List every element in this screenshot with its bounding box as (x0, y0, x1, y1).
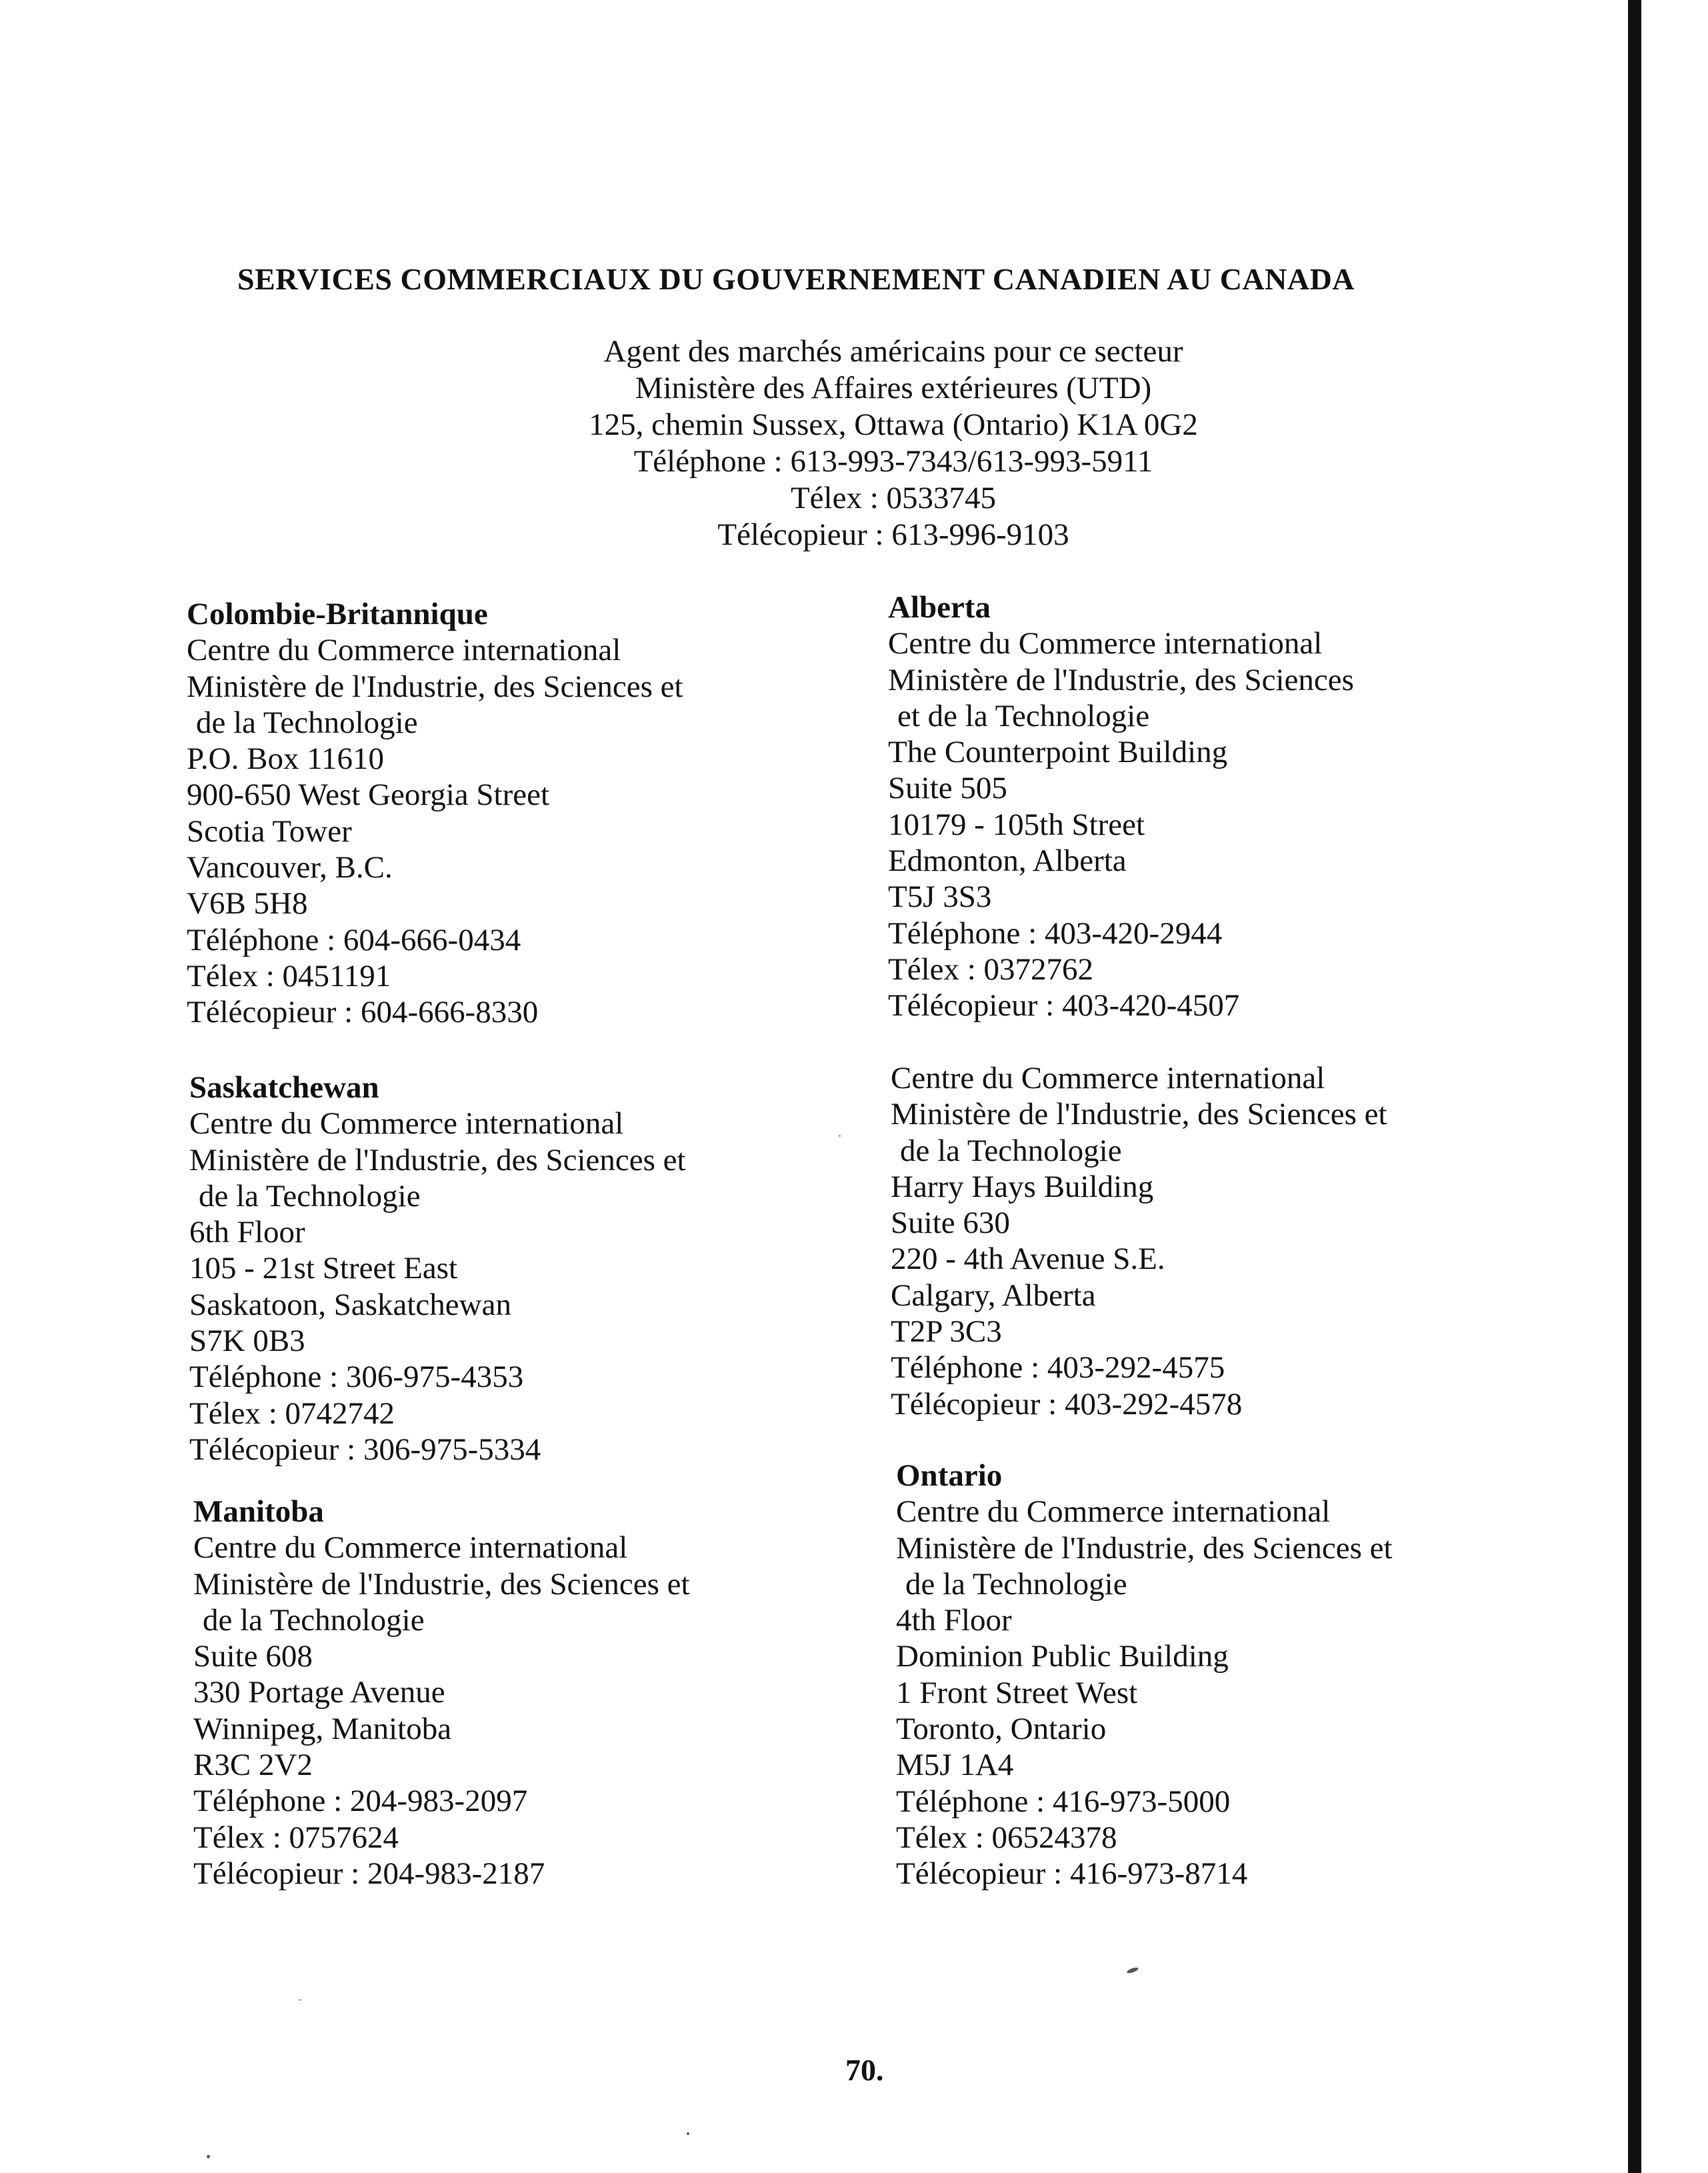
office-line: Centre du Commerce international (189, 1106, 624, 1142)
office-line: Télex : 06524378 (896, 1820, 1117, 1855)
office-line: 105 - 21st Street East (189, 1251, 458, 1286)
office-line: Ministère de l'Industrie, des Sciences et (193, 1566, 690, 1602)
office-line: Télécopieur : 403-292-4578 (891, 1386, 1243, 1422)
scan-speck (1127, 1966, 1139, 1974)
office-line: V6B 5H8 (187, 886, 308, 921)
office-line: Winnipeg, Manitoba (193, 1711, 452, 1746)
office-line: Scotia Tower (187, 813, 352, 849)
office-line: 1 Front Street West (896, 1675, 1138, 1710)
office-line: 330 Portage Avenue (193, 1675, 445, 1710)
office-line: Télécopieur : 604-666-8330 (187, 995, 539, 1030)
office-line: Calgary, Alberta (891, 1278, 1096, 1313)
office-line: Suite 608 (193, 1639, 313, 1674)
scan-speck (839, 1135, 841, 1137)
office-line: Télécopieur : 416-973-8714 (896, 1856, 1248, 1892)
office-line: Centre du Commerce international (896, 1494, 1331, 1530)
office-line: 6th Floor (189, 1215, 305, 1250)
office-line: Téléphone : 416-973-5000 (896, 1784, 1231, 1819)
office-line: 900-650 West Georgia Street (187, 777, 550, 813)
office-block-saskatchewan (189, 1069, 686, 1468)
office-line: Centre du Commerce international (193, 1530, 628, 1566)
office-line: The Counterpoint Building (888, 735, 1228, 770)
scan-speck (207, 2155, 210, 2158)
scan-edge (1628, 0, 1641, 2173)
office-line: 220 - 4th Avenue S.E. (891, 1242, 1165, 1277)
office-heading: Ontario (896, 1458, 1003, 1493)
office-line: Téléphone : 204-983-2097 (193, 1784, 528, 1819)
page-title: SERVICES COMMERCIAUX DU GOUVERNEMENT CANADIEN AU CANADA (237, 262, 1355, 296)
office-line: Dominion Public Building (896, 1639, 1229, 1674)
scan-speck (299, 1999, 301, 2001)
office-block-alberta-calgary (891, 1060, 1387, 1422)
office-line: Centre du Commerce international (888, 626, 1323, 661)
office-line: Télécopieur : 306-975-5334 (189, 1432, 541, 1467)
office-line: T2P 3C3 (891, 1314, 1002, 1350)
office-heading: Saskatchewan (189, 1070, 379, 1105)
office-line: Toronto, Ontario (896, 1712, 1107, 1747)
office-line: Edmonton, Alberta (888, 843, 1127, 879)
office-line: Télécopieur : 403-420-4507 (888, 988, 1240, 1023)
office-line: Suite 630 (891, 1206, 1010, 1241)
office-block-alberta-edmonton (888, 589, 1354, 1024)
scan-speck (687, 2132, 689, 2135)
office-line: Ministère de l'Industrie, des Sciences et (891, 1097, 1387, 1132)
office-block-manitoba (193, 1494, 690, 1892)
office-line: 10179 - 105th Street (888, 807, 1145, 842)
office-line: Ministère de l'Industrie, des Sciences et (187, 669, 683, 704)
office-heading: Manitoba (193, 1494, 324, 1529)
office-line: Téléphone : 403-292-4575 (891, 1350, 1225, 1386)
intro-line: Ministère des Affaires extérieures (UTD) (635, 371, 1152, 405)
office-line: Téléphone : 306-975-4353 (189, 1360, 524, 1395)
office-line: Ministère de l'Industrie, des Sciences (888, 662, 1354, 697)
intro-contact (520, 333, 1267, 553)
office-line: R3C 2V2 (193, 1748, 313, 1783)
office-line: Ministère de l'Industrie, des Sciences et (189, 1142, 686, 1178)
office-heading: Colombie-Britannique (187, 597, 488, 631)
office-line: Téléphone : 403-420-2944 (888, 915, 1223, 951)
office-line: Télex : 0451191 (187, 958, 391, 993)
office-line: Centre du Commerce international (891, 1061, 1325, 1096)
intro-line: Agent des marchés américains pour ce secteur (603, 334, 1183, 369)
office-line: M5J 1A4 (896, 1748, 1014, 1783)
intro-line: 125, chemin Sussex, Ottawa (Ontario) K1A 0G2 (589, 407, 1198, 442)
office-line: P.O. Box 11610 (187, 741, 384, 777)
office-line: de la Technologie (905, 1566, 1127, 1602)
office-line: S7K 0B3 (189, 1324, 305, 1359)
office-line: de la Technologie (199, 1178, 421, 1214)
office-block-colombie-britannique (187, 596, 683, 1031)
office-line: Suite 505 (888, 771, 1007, 806)
intro-line: Téléphone : 613-993-7343/613-993-5911 (633, 444, 1153, 479)
office-line: et de la Technologie (897, 698, 1150, 733)
office-line: de la Technologie (900, 1133, 1122, 1168)
office-line: Télécopieur : 204-983-2187 (193, 1856, 545, 1891)
office-line: Harry Hays Building (891, 1169, 1154, 1204)
office-line: de la Technologie (203, 1602, 425, 1638)
office-heading: Alberta (888, 590, 991, 625)
office-line: Télex : 0757624 (193, 1820, 399, 1855)
office-line: Ministère de l'Industrie, des Sciences et (896, 1530, 1393, 1566)
office-line: Télex : 0372762 (888, 951, 1094, 987)
office-line: Téléphone : 604-666-0434 (187, 922, 521, 957)
intro-line: Télex : 0533745 (790, 481, 997, 515)
office-line: Vancouver, B.C. (187, 850, 393, 885)
office-block-ontario (896, 1458, 1393, 1892)
office-line: Saskatoon, Saskatchewan (189, 1287, 511, 1322)
office-line: 4th Floor (896, 1603, 1012, 1638)
page-number: 70. (845, 2053, 884, 2087)
office-line: Centre du Commerce international (187, 633, 621, 668)
office-line: T5J 3S3 (888, 879, 992, 915)
office-line: Télex : 0742742 (189, 1396, 395, 1431)
office-line: de la Technologie (196, 705, 418, 740)
intro-line: Télécopieur : 613-996-9103 (717, 517, 1069, 552)
